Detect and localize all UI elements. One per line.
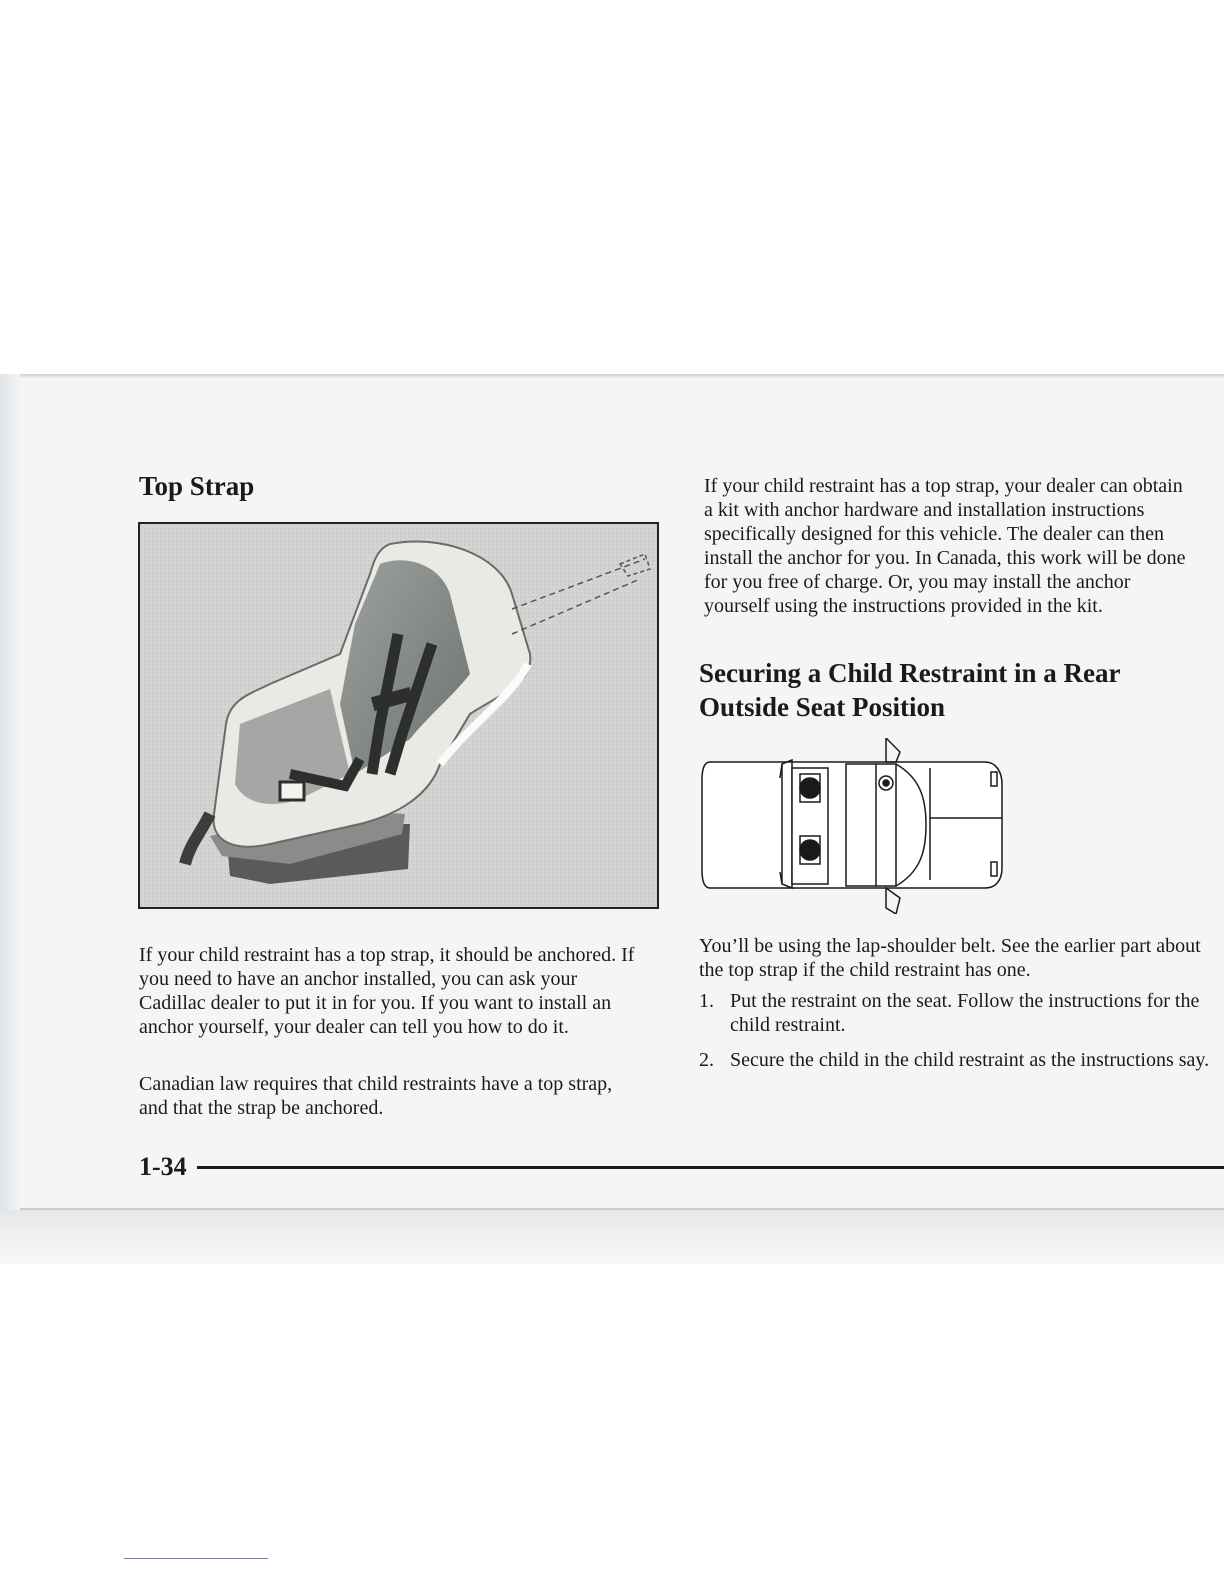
step-number: 2. [699,1049,714,1071]
bottom-divider [124,1558,268,1559]
step-item [699,989,1219,1037]
page-top-edge [0,374,1224,378]
top-strap-heading: Top Strap [139,471,255,501]
page-number: 1-34 [139,1152,187,1181]
footer-rule [197,1166,1224,1169]
installation-steps [699,989,1219,1083]
vehicle-seat-diagram [700,738,1020,914]
page-bottom-fold [0,1210,1224,1264]
page-left-edge [0,374,20,1210]
step-item [699,1048,1219,1072]
step-text: Secure the child in the child restraint as the instructions say. [730,1049,1210,1071]
rear-outside-seat-heading: Securing a Child Restraint in a Rear Outside Seat Position [699,658,1121,722]
step-text: Put the restraint on the seat. Follow the instructions for the child restraint. [730,990,1200,1036]
top-strap-paragraph-2: Canadian law requires that child restraints have a top strap, and that the strap be anchored. [139,1073,613,1119]
lap-shoulder-belt-paragraph: You’ll be using the lap-shoulder belt. See the earlier part about the top strap if the child restraint has one. [699,935,1201,981]
child-restraint-illustration [138,522,659,909]
dealer-kit-paragraph: If your child restraint has a top strap, your dealer can obtain a kit with anchor hardware and installation instructions specifically designed for this vehicle. The dealer can then install the anchor for you. In Canada, this work will be done for you free of charge. Or, you may install the anchor yourself using the instructions provided in the kit. [704,475,1186,617]
step-number: 1. [699,990,714,1012]
top-strap-paragraph-1: If your child restraint has a top strap, it should be anchored. If you need to have an anchor installed, you can ask your Cadillac dealer to put it in for you. If you want to install an anchor yourself, your dealer can tell you how to do it. [139,944,635,1038]
